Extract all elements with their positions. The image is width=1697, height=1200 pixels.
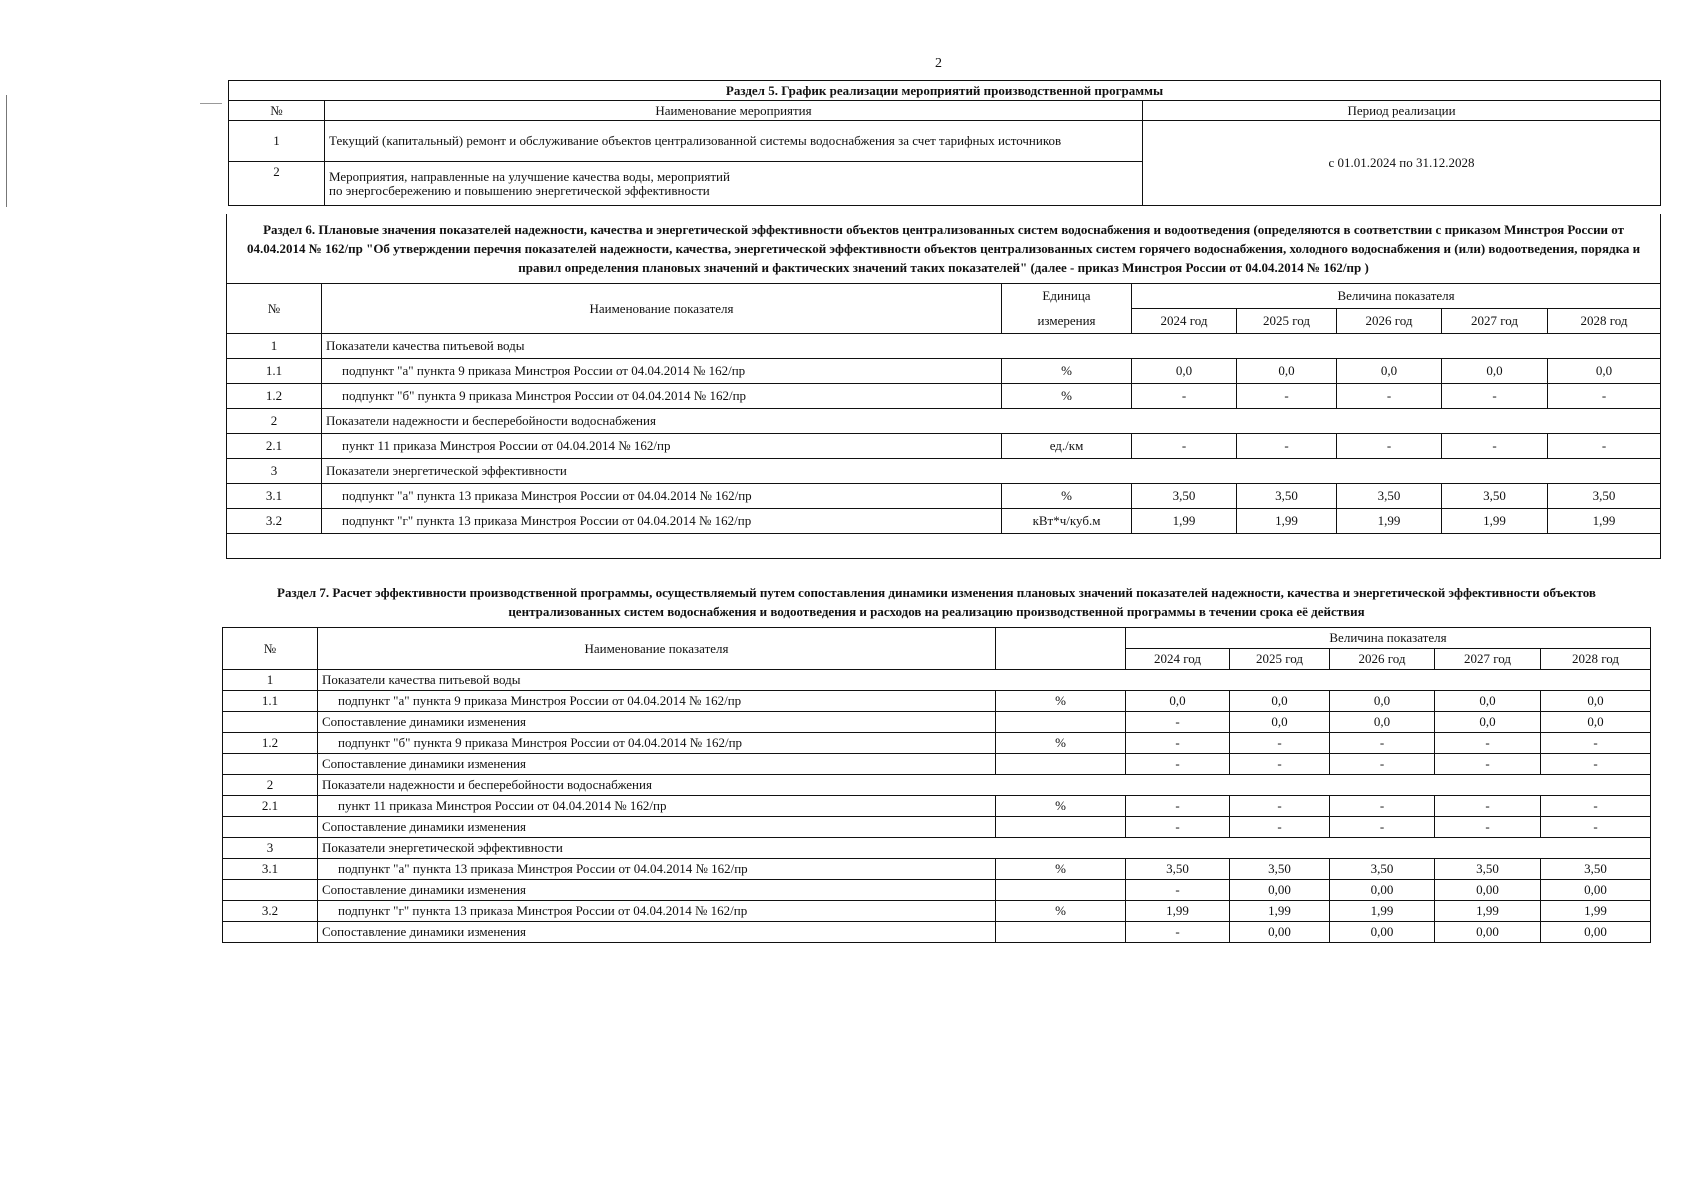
compare-name: Сопоставление динамики изменения xyxy=(318,712,996,733)
value-cell: - xyxy=(1330,796,1435,817)
row-num: 1 xyxy=(223,670,318,691)
value-cell: - xyxy=(1230,796,1330,817)
row-num: 3.2 xyxy=(223,901,318,922)
value-cell: 3,50 xyxy=(1548,484,1661,509)
row-num: 2.1 xyxy=(227,434,322,459)
value-cell: 3,50 xyxy=(1442,484,1548,509)
value-cell: 0,0 xyxy=(1548,359,1661,384)
group-row xyxy=(227,334,1661,359)
indicator-name: подпункт "а" пункта 13 приказа Минстроя России от 04.04.2014 № 162/пр xyxy=(318,859,996,880)
section5-header-period: Период реализации xyxy=(1143,101,1661,121)
value-cell: - xyxy=(1132,434,1237,459)
value-cell: 0,0 xyxy=(1442,359,1548,384)
row-num: 1.2 xyxy=(223,733,318,754)
compare-name: Сопоставление динамики изменения xyxy=(318,817,996,838)
section6-header-value: Величина показателя xyxy=(1132,284,1661,309)
compare-row xyxy=(223,712,1651,733)
section5-row-name: Текущий (капитальный) ремонт и обслуживание объектов централизованной системы водоснабжения за счет тарифных источников xyxy=(325,121,1143,162)
section7-header-value: Величина показателя xyxy=(1126,628,1651,649)
table-row xyxy=(227,384,1661,409)
indicator-name: подпункт "б" пункта 9 приказа Минстроя России от 04.04.2014 № 162/пр xyxy=(318,733,996,754)
value-cell: - xyxy=(1230,817,1330,838)
row-num: 1.1 xyxy=(223,691,318,712)
row-num: 3 xyxy=(223,838,318,859)
row-num: 3 xyxy=(227,459,322,484)
group-row xyxy=(227,409,1661,434)
table-row xyxy=(227,434,1661,459)
table-row xyxy=(223,859,1651,880)
row-num: 1.2 xyxy=(227,384,322,409)
section5-row-name-line: по энергосбережению и повышению энергетической эффективности xyxy=(329,182,710,198)
value-cell: 0,00 xyxy=(1435,880,1541,901)
value-cell: 1,99 xyxy=(1126,901,1230,922)
value-cell: 3,50 xyxy=(1330,859,1435,880)
unit-cell: % xyxy=(996,901,1126,922)
value-cell: 0,0 xyxy=(1541,691,1651,712)
compare-name: Сопоставление динамики изменения xyxy=(318,922,996,943)
value-cell: - xyxy=(1330,817,1435,838)
row-num xyxy=(223,880,318,901)
value-cell: - xyxy=(1442,434,1548,459)
row-num xyxy=(223,712,318,733)
section6-table xyxy=(226,214,1661,559)
compare-name: Сопоставление динамики изменения xyxy=(318,754,996,775)
compare-row xyxy=(223,880,1651,901)
section5-row-name-line: Мероприятия, направленные на улучшение качества воды, мероприятий xyxy=(329,168,730,184)
section6-header-unit: Единица xyxy=(1002,284,1132,309)
value-cell: 0,00 xyxy=(1435,922,1541,943)
compare-row xyxy=(223,754,1651,775)
unit-cell xyxy=(996,712,1126,733)
indicator-name: подпункт "г" пункта 13 приказа Минстроя России от 04.04.2014 № 162/пр xyxy=(322,509,1002,534)
value-cell: 1,99 xyxy=(1442,509,1548,534)
value-cell: - xyxy=(1337,434,1442,459)
section7-header-year: 2027 год xyxy=(1435,649,1541,670)
group-row xyxy=(223,670,1651,691)
indicator-name: пункт 11 приказа Минстроя России от 04.04.2014 № 162/пр xyxy=(318,796,996,817)
indicator-name: пункт 11 приказа Минстроя России от 04.04.2014 № 162/пр xyxy=(322,434,1002,459)
section6-header-year: 2026 год xyxy=(1337,309,1442,334)
table-row xyxy=(227,509,1661,534)
value-cell: 0,0 xyxy=(1435,691,1541,712)
value-cell: 0,0 xyxy=(1132,359,1237,384)
row-num: 2 xyxy=(223,775,318,796)
indicator-name: подпункт "г" пункта 13 приказа Минстроя России от 04.04.2014 № 162/пр xyxy=(318,901,996,922)
section7-title: Раздел 7. Расчет эффективности производственной программы, осуществляемый путем сопоставления динамики изменения плановых значений показателей надежности, качества и энергетической эффективности объектов централизованных систем водоснабжения и водоотведения и расходов на реализацию производственной программы в течении срока её действия xyxy=(277,585,1596,619)
compare-row xyxy=(223,817,1651,838)
row-num: 2 xyxy=(227,409,322,434)
section6-header-unit: измерения xyxy=(1002,309,1132,334)
row-num: 3.2 xyxy=(227,509,322,534)
table-row xyxy=(223,733,1651,754)
value-cell: - xyxy=(1126,817,1230,838)
value-cell: 0,00 xyxy=(1541,922,1651,943)
value-cell: - xyxy=(1237,434,1337,459)
section7-header-name: Наименование показателя xyxy=(318,628,996,670)
section5-row-num: 1 xyxy=(229,121,325,162)
value-cell: 1,99 xyxy=(1330,901,1435,922)
value-cell: 1,99 xyxy=(1541,901,1651,922)
unit-cell: % xyxy=(996,859,1126,880)
section7-header-year: 2028 год xyxy=(1541,649,1651,670)
value-cell: - xyxy=(1435,754,1541,775)
row-num xyxy=(223,754,318,775)
value-cell: - xyxy=(1548,434,1661,459)
value-cell: 3,50 xyxy=(1541,859,1651,880)
section5-row-name xyxy=(325,162,1143,206)
value-cell: - xyxy=(1541,796,1651,817)
unit-cell: % xyxy=(1002,384,1132,409)
value-cell: - xyxy=(1435,817,1541,838)
table-row xyxy=(223,796,1651,817)
group-row xyxy=(223,775,1651,796)
value-cell: - xyxy=(1435,796,1541,817)
group-name: Показатели качества питьевой воды xyxy=(322,334,1661,359)
value-cell: 0,0 xyxy=(1230,712,1330,733)
unit-cell: ед./км xyxy=(1002,434,1132,459)
section6-title: Раздел 6. Плановые значения показателей надежности, качества и энергетической эффективности объектов централизованных систем водоснабжения и водоотведения (определяются в соответствии с приказом Минстроя России от 04.04.2014 № 162/пр "Об утверждении перечня показателей надежности, качества, энергетической эффективности объектов централизованных систем горячего водоснабжения, холодного водоснабжения и (или) водоотведения, порядка и правил определения плановых значений и фактических значений таких показателей" (далее - приказ Минстроя России от 04.04.2014 № 162/пр ) xyxy=(227,214,1661,284)
value-cell: 0,0 xyxy=(1230,691,1330,712)
value-cell: 3,50 xyxy=(1230,859,1330,880)
value-cell: - xyxy=(1126,733,1230,754)
table-row xyxy=(227,484,1661,509)
value-cell: - xyxy=(1541,754,1651,775)
compare-row xyxy=(223,922,1651,943)
section6-header-name: Наименование показателя xyxy=(322,284,1002,334)
indicator-name: подпункт "а" пункта 9 приказа Минстроя России от 04.04.2014 № 162/пр xyxy=(322,359,1002,384)
value-cell: 0,0 xyxy=(1330,712,1435,733)
section5-period-value: с 01.01.2024 по 31.12.2028 xyxy=(1143,121,1661,206)
value-cell: 3,50 xyxy=(1237,484,1337,509)
section5-row-num: 2 xyxy=(229,162,325,206)
section6-header-year: 2024 год xyxy=(1132,309,1237,334)
row-num xyxy=(223,817,318,838)
value-cell: 0,0 xyxy=(1435,712,1541,733)
section7-header-year: 2026 год xyxy=(1330,649,1435,670)
unit-cell xyxy=(996,922,1126,943)
page-number: 2 xyxy=(935,56,942,71)
value-cell: 0,0 xyxy=(1126,691,1230,712)
value-cell: - xyxy=(1435,733,1541,754)
scan-margin-line xyxy=(6,95,7,207)
value-cell: 0,0 xyxy=(1337,359,1442,384)
value-cell: 1,99 xyxy=(1237,509,1337,534)
value-cell: 0,00 xyxy=(1330,922,1435,943)
unit-cell xyxy=(996,754,1126,775)
value-cell: 1,99 xyxy=(1337,509,1442,534)
value-cell: 3,50 xyxy=(1126,859,1230,880)
value-cell: - xyxy=(1126,922,1230,943)
row-num: 1 xyxy=(227,334,322,359)
row-num xyxy=(223,922,318,943)
section7-header-year: 2024 год xyxy=(1126,649,1230,670)
value-cell: - xyxy=(1330,733,1435,754)
section5-header-num: № xyxy=(229,101,325,121)
unit-cell xyxy=(996,880,1126,901)
value-cell: - xyxy=(1230,754,1330,775)
unit-cell: % xyxy=(1002,484,1132,509)
section6-header-year: 2027 год xyxy=(1442,309,1548,334)
value-cell: - xyxy=(1126,880,1230,901)
table-row xyxy=(223,691,1651,712)
section7-body xyxy=(223,670,1651,943)
value-cell: - xyxy=(1126,712,1230,733)
indicator-name: подпункт "б" пункта 9 приказа Минстроя России от 04.04.2014 № 162/пр xyxy=(322,384,1002,409)
value-cell: - xyxy=(1541,817,1651,838)
blank-cell xyxy=(227,534,1661,559)
value-cell: 0,00 xyxy=(1230,922,1330,943)
group-name: Показатели энергетической эффективности xyxy=(318,838,1651,859)
unit-cell: % xyxy=(996,733,1126,754)
value-cell: 1,99 xyxy=(1548,509,1661,534)
group-row xyxy=(227,459,1661,484)
unit-cell xyxy=(996,817,1126,838)
section7-header-year: 2025 год xyxy=(1230,649,1330,670)
value-cell: - xyxy=(1126,796,1230,817)
value-cell: 0,00 xyxy=(1330,880,1435,901)
value-cell: 1,99 xyxy=(1132,509,1237,534)
group-name: Показатели энергетической эффективности xyxy=(322,459,1661,484)
group-row xyxy=(223,838,1651,859)
value-cell: 0,00 xyxy=(1541,880,1651,901)
compare-name: Сопоставление динамики изменения xyxy=(318,880,996,901)
value-cell: - xyxy=(1132,384,1237,409)
section7-table xyxy=(222,577,1651,943)
section7-header-unit xyxy=(996,628,1126,670)
table-row xyxy=(227,359,1661,384)
value-cell: - xyxy=(1237,384,1337,409)
value-cell: 1,99 xyxy=(1230,901,1330,922)
value-cell: - xyxy=(1230,733,1330,754)
unit-cell: % xyxy=(996,691,1126,712)
table-row xyxy=(223,901,1651,922)
value-cell: - xyxy=(1442,384,1548,409)
value-cell: 1,99 xyxy=(1435,901,1541,922)
value-cell: 0,00 xyxy=(1230,880,1330,901)
value-cell: - xyxy=(1330,754,1435,775)
value-cell: 3,50 xyxy=(1337,484,1442,509)
indicator-name: подпункт "а" пункта 13 приказа Минстроя России от 04.04.2014 № 162/пр xyxy=(322,484,1002,509)
unit-cell: кВт*ч/куб.м xyxy=(1002,509,1132,534)
row-num: 1.1 xyxy=(227,359,322,384)
scan-tick-mark xyxy=(200,103,222,104)
value-cell: - xyxy=(1541,733,1651,754)
value-cell: - xyxy=(1337,384,1442,409)
value-cell: 0,0 xyxy=(1237,359,1337,384)
section6-header-year: 2025 год xyxy=(1237,309,1337,334)
value-cell: 3,50 xyxy=(1132,484,1237,509)
unit-cell: % xyxy=(1002,359,1132,384)
value-cell: 0,0 xyxy=(1541,712,1651,733)
indicator-name: подпункт "а" пункта 9 приказа Минстроя России от 04.04.2014 № 162/пр xyxy=(318,691,996,712)
value-cell: 0,0 xyxy=(1330,691,1435,712)
section6-blank-row xyxy=(227,534,1661,559)
section6-header-num: № xyxy=(227,284,322,334)
value-cell: - xyxy=(1548,384,1661,409)
row-num: 3.1 xyxy=(227,484,322,509)
section6-header-year: 2028 год xyxy=(1548,309,1661,334)
section5-title: Раздел 5. График реализации мероприятий производственной программы xyxy=(229,81,1661,101)
value-cell: 3,50 xyxy=(1435,859,1541,880)
section5-table xyxy=(228,80,1661,206)
section6-body xyxy=(227,334,1661,534)
group-name: Показатели качества питьевой воды xyxy=(318,670,1651,691)
row-num: 3.1 xyxy=(223,859,318,880)
section5-header-name: Наименование мероприятия xyxy=(325,101,1143,121)
unit-cell: % xyxy=(996,796,1126,817)
group-name: Показатели надежности и бесперебойности водоснабжения xyxy=(322,409,1661,434)
value-cell: - xyxy=(1126,754,1230,775)
row-num: 2.1 xyxy=(223,796,318,817)
section7-header-num: № xyxy=(223,628,318,670)
group-name: Показатели надежности и бесперебойности водоснабжения xyxy=(318,775,1651,796)
